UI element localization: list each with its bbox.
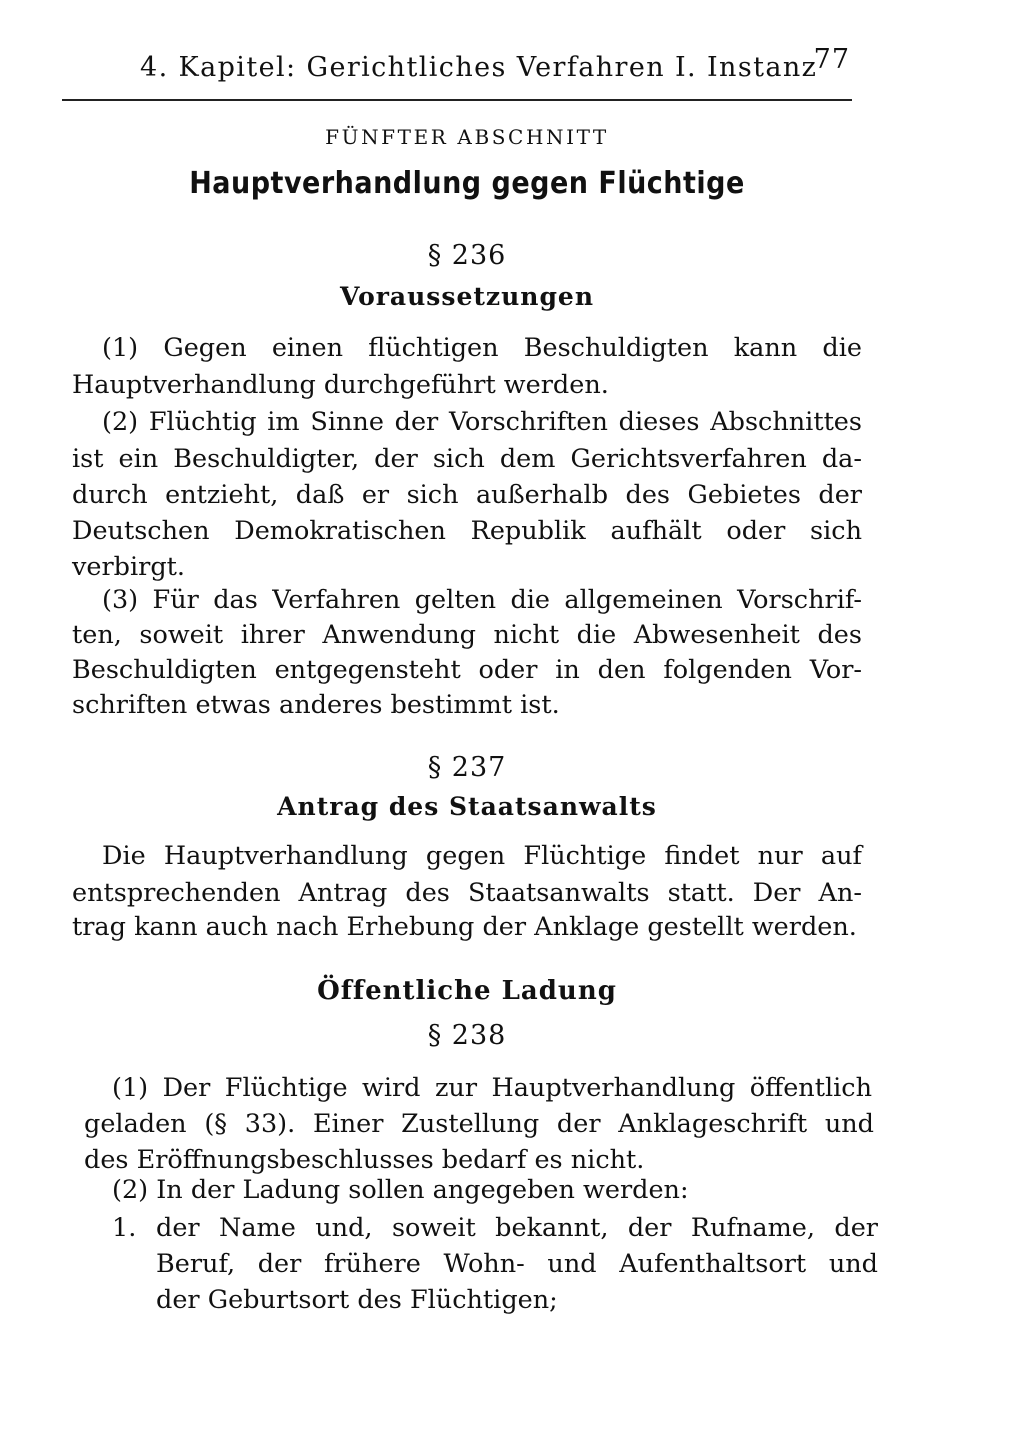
paragraph-number-238: § 238 xyxy=(427,1020,507,1051)
list-item-number: 1. xyxy=(112,1213,137,1243)
text-line: durch entzieht, daß er sich außerhalb des Gebietes der xyxy=(72,480,862,510)
section-label: FÜNFTER ABSCHNITT xyxy=(325,125,609,149)
text-line: Beschuldigten entgegensteht oder in den folgenden Vor- xyxy=(72,655,862,685)
list-item-line: Beruf, der frühere Wohn- und Aufenthaltsort und xyxy=(156,1249,878,1279)
paragraph-number-237: § 237 xyxy=(427,752,507,783)
list-item-line: der Geburtsort des Flüchtigen; xyxy=(156,1285,558,1315)
text-line: geladen (§ 33). Einer Zustellung der Anklageschrift und xyxy=(84,1109,874,1139)
paragraph-heading-236: Voraussetzungen xyxy=(339,282,595,311)
text-line: des Eröffnungsbeschlusses bedarf es nicht. xyxy=(84,1145,645,1175)
text-line: ten, soweit ihrer Anwendung nicht die Abwesenheit des xyxy=(72,620,862,650)
text-line: (2) In der Ladung sollen angegeben werden: xyxy=(112,1175,689,1205)
text-line: Die Hauptverhandlung gegen Flüchtige findet nur auf xyxy=(102,841,862,871)
text-line: Hauptverhandlung durchgeführt werden. xyxy=(72,370,609,400)
text-line: (1) Gegen einen flüchtigen Beschuldigten kann die xyxy=(102,333,862,363)
paragraph-heading-237: Antrag des Staatsanwalts xyxy=(277,792,657,821)
text-line: Deutschen Demokratischen Republik aufhält oder sich xyxy=(72,516,862,546)
list-item-line: der Name und, soweit bekannt, der Rufname, der xyxy=(156,1213,878,1243)
section-title: Hauptverhandlung gegen Flüchtige xyxy=(189,166,745,201)
page-number: 77 xyxy=(813,44,850,75)
text-line: (2) Flüchtig im Sinne der Vorschriften dieses Abschnittes xyxy=(102,407,862,437)
text-line: (3) Für das Verfahren gelten die allgemeinen Vorschrif- xyxy=(102,585,862,615)
running-head xyxy=(62,44,852,84)
text-line: entsprechenden Antrag des Staatsanwalts statt. Der An- xyxy=(72,878,862,908)
text-line: ist ein Beschuldigter, der sich dem Gerichtsverfahren da- xyxy=(72,444,862,474)
running-title: 4. Kapitel: Gerichtliches Verfahren I. Instanz xyxy=(140,52,818,83)
text-line: verbirgt. xyxy=(72,552,186,582)
text-line: schriften etwas anderes bestimmt ist. xyxy=(72,690,560,720)
header-rule xyxy=(62,99,852,101)
paragraph-heading-238: Öffentliche Ladung xyxy=(317,976,617,1006)
paragraph-number-236: § 236 xyxy=(427,240,507,271)
text-line: trag kann auch nach Erhebung der Anklage gestellt werden. xyxy=(72,912,857,942)
text-line: (1) Der Flüchtige wird zur Hauptverhandlung öffentlich xyxy=(112,1073,872,1103)
